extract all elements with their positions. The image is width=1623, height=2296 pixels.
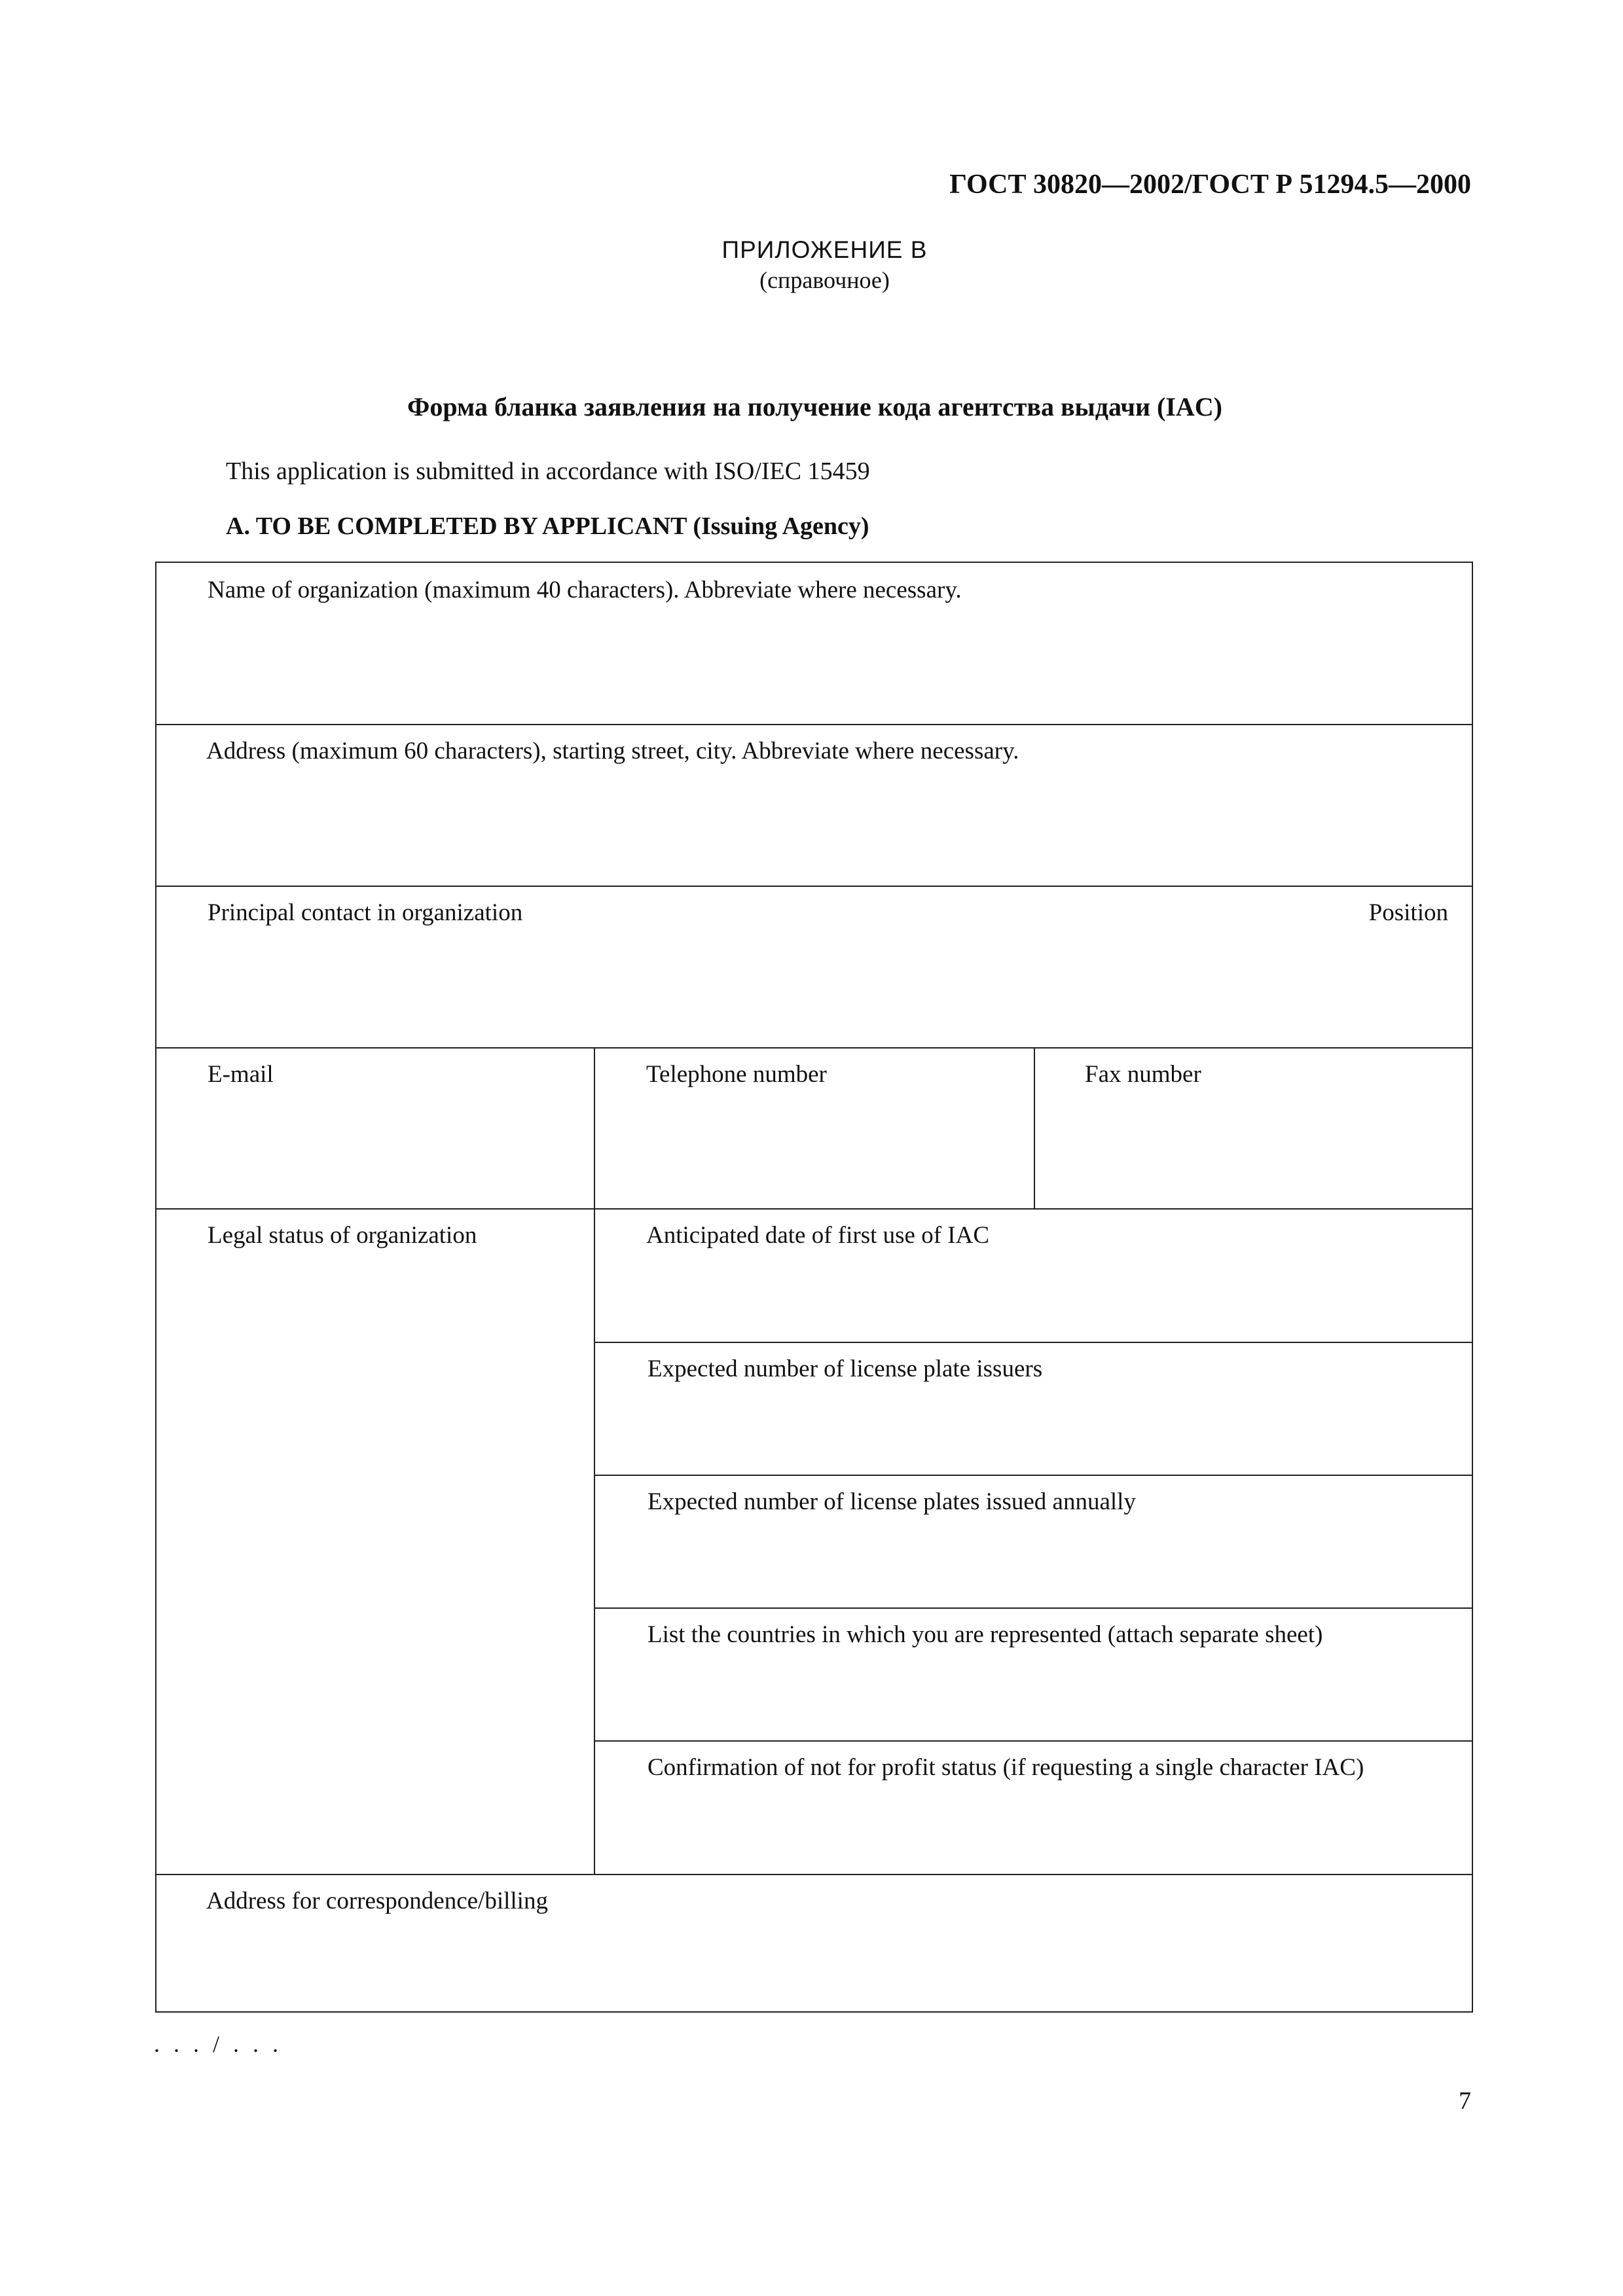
continuation-mark: . . . / . . . <box>154 2031 283 2057</box>
correspondence-address-field[interactable]: Address for correspondence/billing <box>206 1888 548 1914</box>
org-name-field[interactable]: Name of organization (maximum 40 characters). Abbreviate where necessary. <box>208 577 962 603</box>
row-divider <box>156 1047 1472 1049</box>
row-divider <box>594 1475 1472 1476</box>
address-field[interactable]: Address (maximum 60 characters), starting street, city. Abbreviate where necessary. <box>206 738 1019 764</box>
plate-issuers-field[interactable]: Expected number of license plate issuers <box>647 1355 1043 1382</box>
page-number: 7 <box>1459 2087 1471 2115</box>
fax-field[interactable]: Fax number <box>1085 1061 1201 1088</box>
appendix-heading <box>0 234 1623 295</box>
row-divider <box>156 886 1472 887</box>
row-divider <box>156 1208 1472 1210</box>
not-for-profit-field[interactable]: Confirmation of not for profit status (if requesting a single character IAC) <box>647 1754 1364 1781</box>
column-divider <box>1034 1047 1035 1209</box>
email-field[interactable]: E-mail <box>208 1061 274 1088</box>
row-divider <box>156 1874 1472 1875</box>
countries-field[interactable]: List the countries in which you are represented (attach separate sheet) <box>647 1621 1323 1648</box>
standard-code: ГОСТ 30820—2002/ГОСТ Р 51294.5—2000 <box>949 170 1471 200</box>
row-divider <box>594 1740 1472 1742</box>
row-divider <box>594 1607 1472 1609</box>
anticipated-date-field[interactable]: Anticipated date of first use of IAC <box>646 1222 990 1249</box>
column-divider <box>594 1047 595 1874</box>
row-divider <box>156 724 1472 725</box>
telephone-field[interactable]: Telephone number <box>646 1061 827 1088</box>
legal-status-field[interactable]: Legal status of organization <box>208 1222 477 1249</box>
appendix-title: ПРИЛОЖЕНИЕ В <box>721 236 928 263</box>
principal-contact-field[interactable]: Principal contact in organization <box>208 899 523 926</box>
position-field[interactable]: Position <box>1368 899 1448 926</box>
appendix-type: (справочное) <box>759 267 890 293</box>
form-title: Форма бланка заявления на получение кода агентства выдачи (IAC) <box>407 392 1223 422</box>
row-divider <box>594 1342 1472 1343</box>
application-form <box>155 562 1473 2013</box>
plates-annually-field[interactable]: Expected number of license plates issued annually <box>647 1488 1136 1515</box>
intro-text: This application is submitted in accordance with ISO/IEC 15459 <box>226 457 870 485</box>
section-heading: A. TO BE COMPLETED BY APPLICANT (Issuing Agency) <box>226 512 869 540</box>
